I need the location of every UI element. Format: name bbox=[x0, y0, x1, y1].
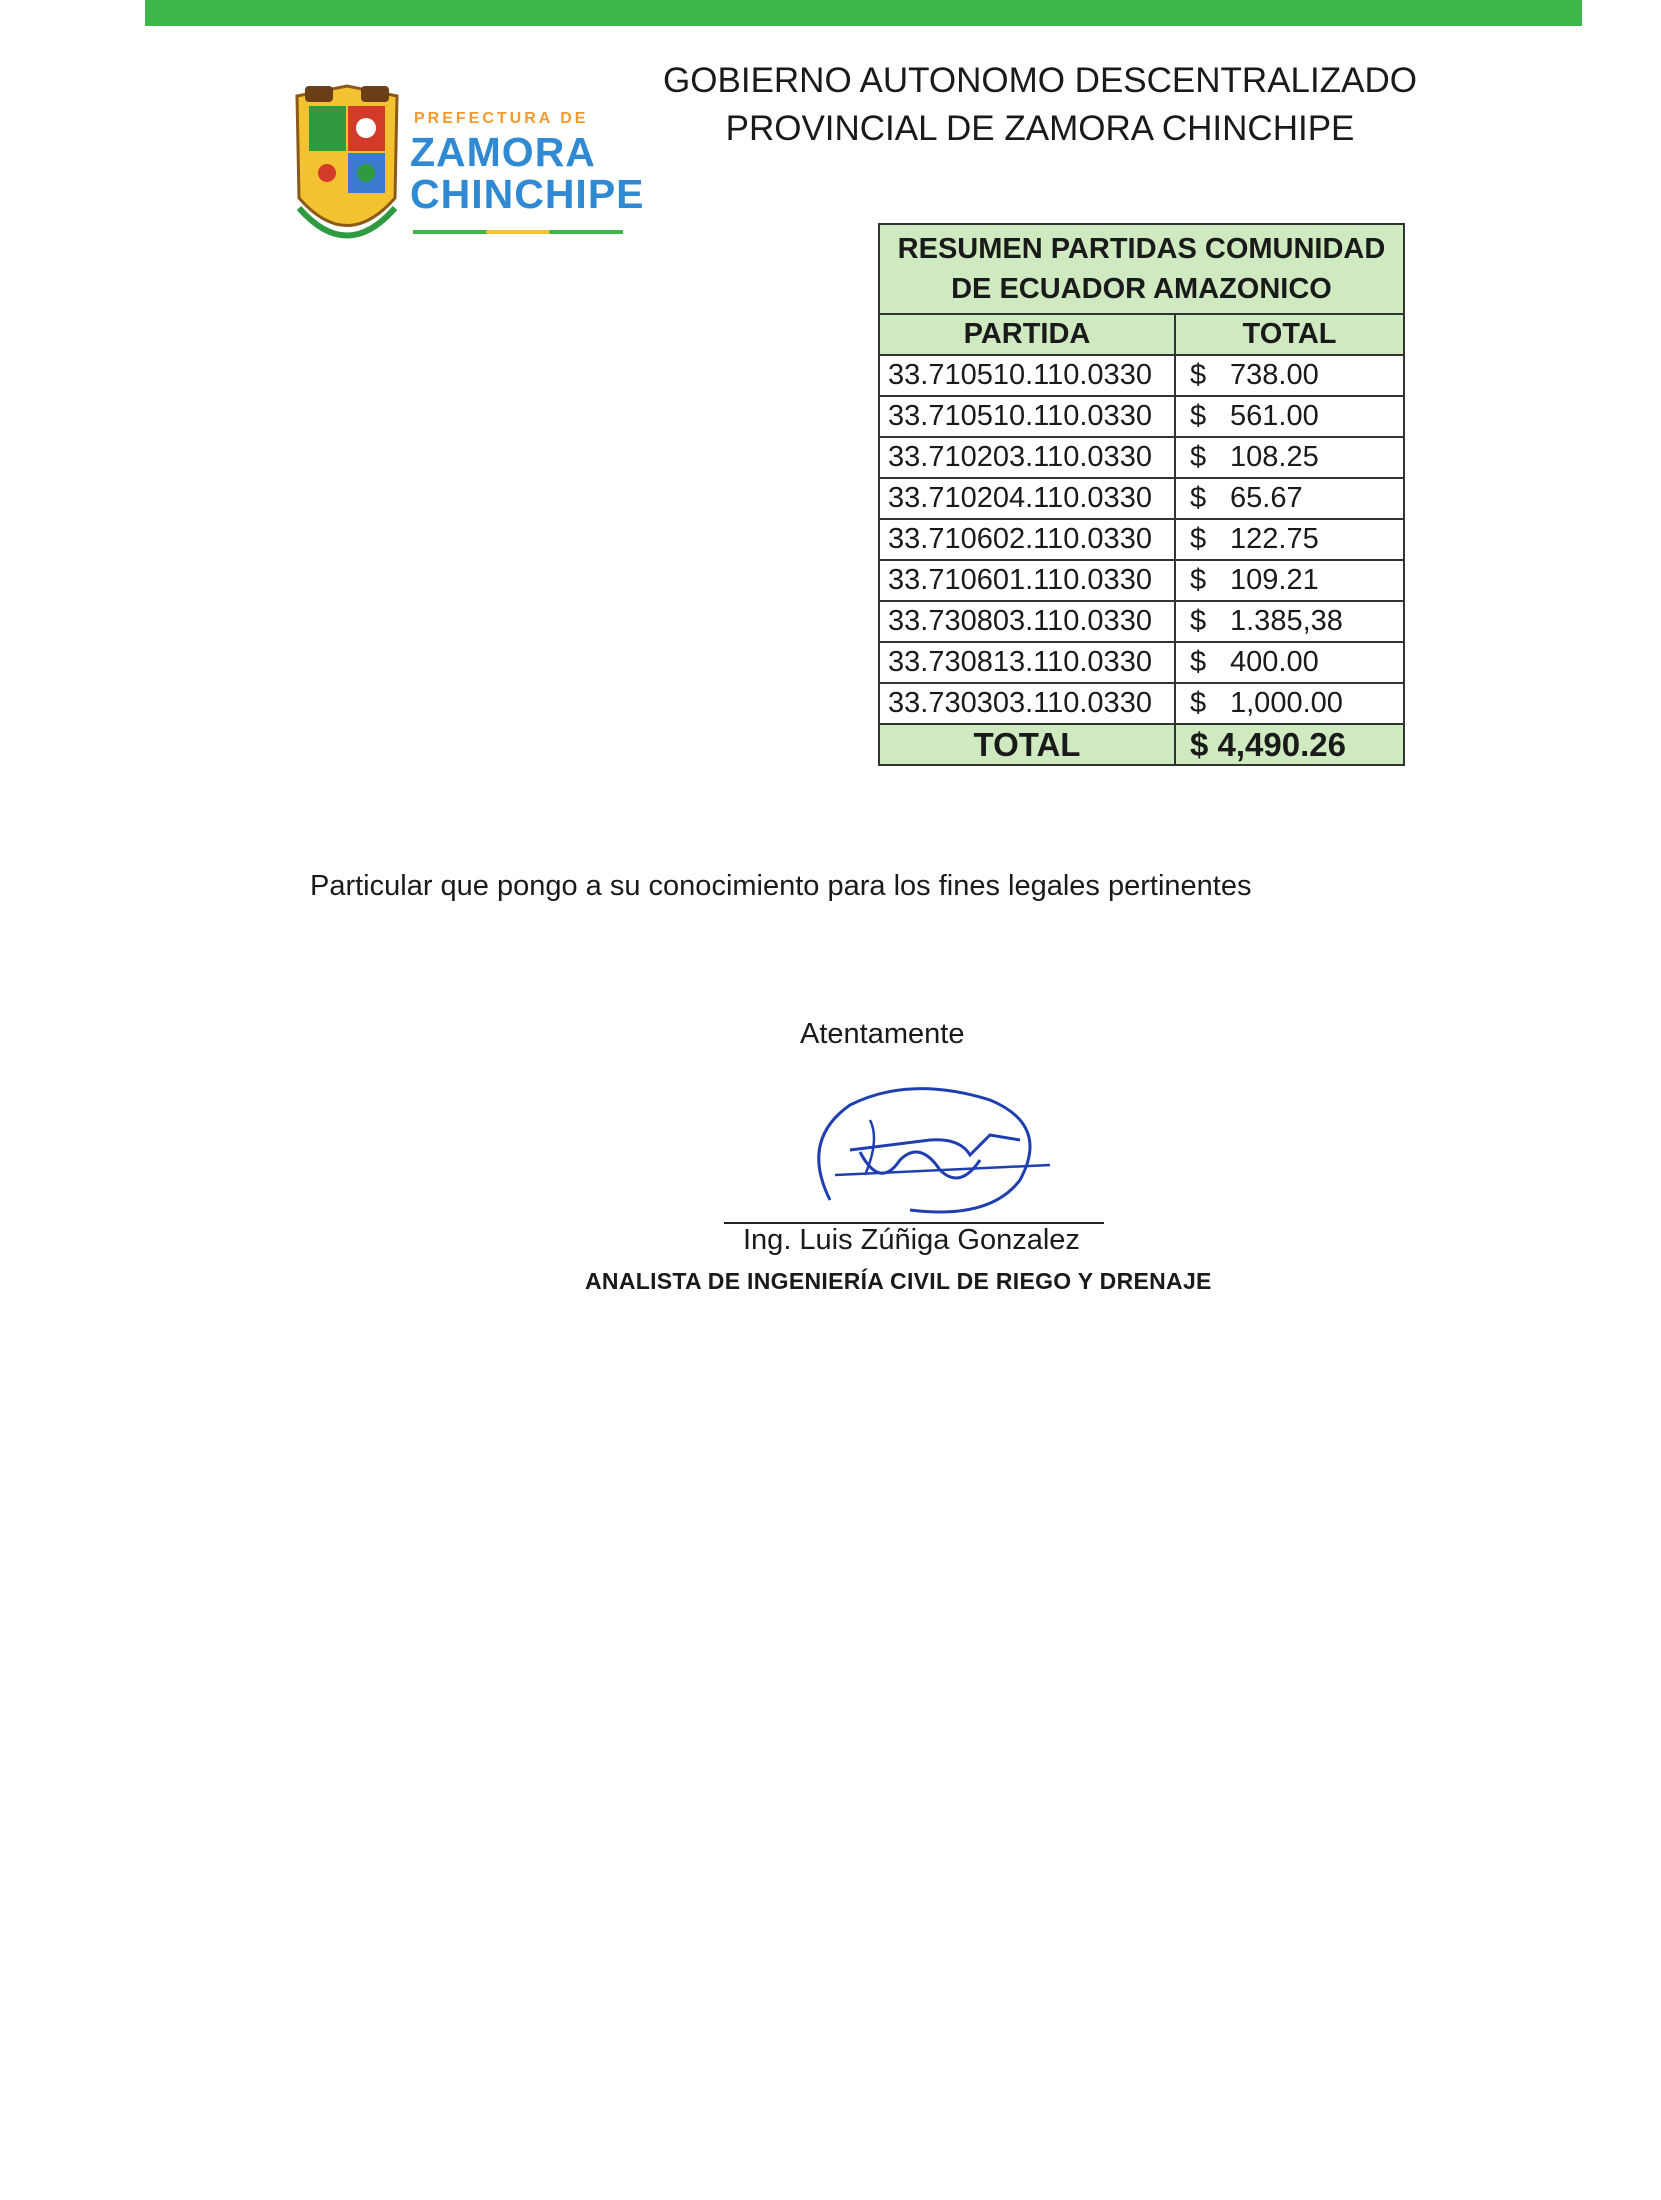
table-row bbox=[879, 560, 1404, 601]
amount-cell bbox=[1175, 683, 1404, 724]
signer-name: Ing. Luis Zúñiga Gonzalez bbox=[743, 1224, 1080, 1256]
partida-cell: 33.710203.110.0330 bbox=[879, 437, 1175, 478]
partida-cell: 33.710602.110.0330 bbox=[879, 519, 1175, 560]
institution-title-line1: GOBIERNO AUTONOMO DESCENTRALIZADO bbox=[663, 61, 1417, 100]
partida-cell: 33.710510.110.0330 bbox=[879, 355, 1175, 396]
table-row bbox=[879, 519, 1404, 560]
signer-role: ANALISTA DE INGENIERÍA CIVIL DE RIEGO Y DRENAJE bbox=[585, 1268, 1212, 1294]
amount-cell bbox=[1175, 437, 1404, 478]
amount-value: 1,000.00 bbox=[1230, 687, 1343, 719]
total-label: TOTAL bbox=[879, 724, 1175, 765]
closing-paragraph: Particular que pongo a su conocimiento para los fines legales pertinentes bbox=[310, 870, 1252, 902]
logo-chinchipe-label: CHINCHIPE bbox=[410, 171, 645, 217]
amount-cell bbox=[1175, 519, 1404, 560]
currency-symbol: $ bbox=[1190, 359, 1207, 391]
partida-cell: 33.730803.110.0330 bbox=[879, 601, 1175, 642]
logo-zamora-label: ZAMORA bbox=[410, 129, 596, 175]
amount-cell bbox=[1175, 642, 1404, 683]
amount-cell bbox=[1175, 396, 1404, 437]
amount-value: 109.21 bbox=[1230, 564, 1319, 596]
amount-value: 400.00 bbox=[1230, 646, 1319, 678]
total-value: $ 4,490.26 bbox=[1175, 724, 1404, 765]
column-header-total: TOTAL bbox=[1175, 314, 1404, 355]
amount-value: 561.00 bbox=[1230, 400, 1319, 432]
amount-value: 738.00 bbox=[1230, 359, 1319, 391]
coat-of-arms-icon bbox=[287, 78, 407, 268]
partida-cell: 33.710204.110.0330 bbox=[879, 478, 1175, 519]
table-row bbox=[879, 642, 1404, 683]
amount-value: 108.25 bbox=[1230, 441, 1319, 473]
amount-cell bbox=[1175, 601, 1404, 642]
summary-table bbox=[878, 223, 1405, 766]
column-header-partida: PARTIDA bbox=[879, 314, 1175, 355]
institution-title-line2: PROVINCIAL DE ZAMORA CHINCHIPE bbox=[725, 109, 1355, 148]
amount-cell bbox=[1175, 560, 1404, 601]
table-row bbox=[879, 437, 1404, 478]
table-row bbox=[879, 601, 1404, 642]
partida-cell: 33.730813.110.0330 bbox=[879, 642, 1175, 683]
currency-symbol: $ bbox=[1190, 400, 1207, 432]
currency-symbol: $ bbox=[1190, 605, 1207, 637]
currency-symbol: $ bbox=[1190, 646, 1207, 678]
table-row bbox=[879, 478, 1404, 519]
logo-prefectura-label: PREFECTURA DE bbox=[414, 110, 589, 127]
currency-symbol: $ bbox=[1190, 441, 1207, 473]
top-green-band bbox=[145, 0, 1582, 26]
amount-value: 122.75 bbox=[1230, 523, 1319, 555]
table-row bbox=[879, 355, 1404, 396]
total-row bbox=[879, 724, 1404, 765]
table-title: RESUMEN PARTIDAS COMUNIDAD DE ECUADOR AMAZONICO bbox=[879, 224, 1404, 314]
logo-underline bbox=[413, 230, 623, 234]
amount-value: 1.385,38 bbox=[1230, 605, 1343, 637]
amount-cell bbox=[1175, 478, 1404, 519]
prefectura-logo bbox=[287, 78, 645, 268]
closing-salutation: Atentamente bbox=[800, 1018, 965, 1050]
handwritten-signature bbox=[790, 1080, 1080, 1230]
partida-cell: 33.710601.110.0330 bbox=[879, 560, 1175, 601]
table-row bbox=[879, 396, 1404, 437]
currency-symbol: $ bbox=[1190, 523, 1207, 555]
currency-symbol: $ bbox=[1190, 482, 1207, 514]
partida-cell: 33.710510.110.0330 bbox=[879, 396, 1175, 437]
currency-symbol: $ bbox=[1190, 564, 1207, 596]
amount-cell bbox=[1175, 355, 1404, 396]
amount-value: 65.67 bbox=[1230, 482, 1303, 514]
currency-symbol: $ bbox=[1190, 687, 1207, 719]
partida-cell: 33.730303.110.0330 bbox=[879, 683, 1175, 724]
table-row bbox=[879, 683, 1404, 724]
table-body bbox=[879, 355, 1404, 724]
